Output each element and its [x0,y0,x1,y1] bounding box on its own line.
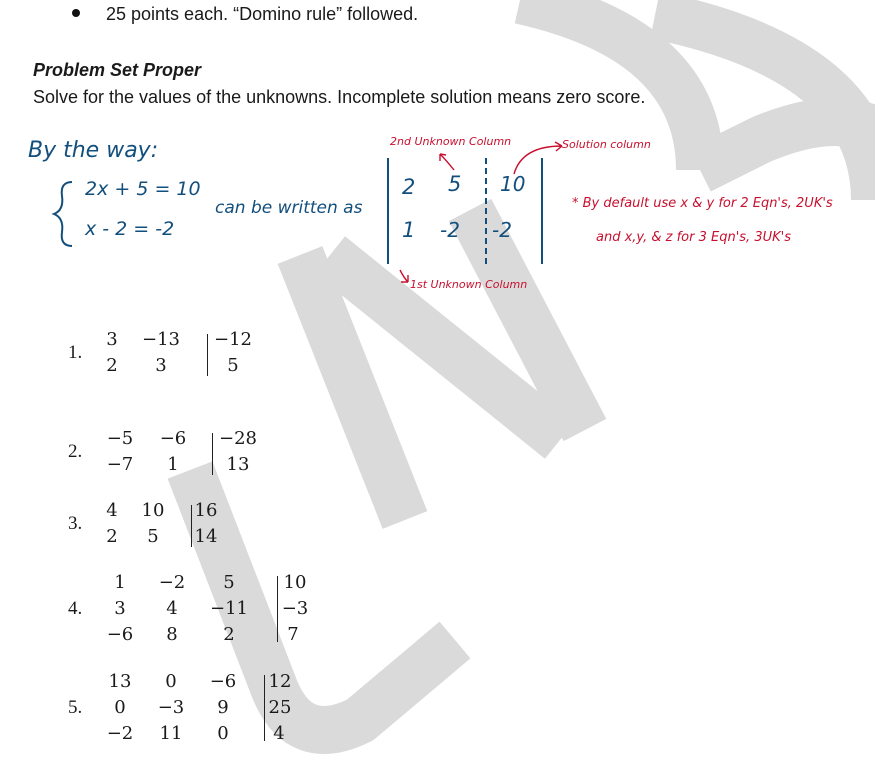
note-connector: can be written as [215,198,363,218]
solution-cell: −28 [219,428,257,449]
note-intro: By the way: [28,138,159,163]
matrix-cell: −7 [106,454,134,475]
note-equation-2: x - 2 = -2 [85,218,175,240]
matrix-cell: −2 [158,572,186,593]
problem-number: 4. [68,598,83,619]
solution-cell: 10 [283,572,307,593]
problem-set-title: Problem Set Proper [33,60,202,80]
solution-cell: 5 [227,355,239,376]
label-second-unknown-column: 2nd Unknown Column [390,135,512,148]
note-default-line-1: * By default use x & y for 2 Eqn's, 2UK's [572,196,833,211]
matrix-cell: 13 [108,671,132,692]
matrix-cell: 1 [167,454,179,475]
problem-number: 5. [68,697,83,718]
note-matrix-cell: 10 [500,172,526,196]
matrix-cell: −2 [106,723,134,744]
matrix-cell: 4 [166,598,178,619]
note-matrix-left-bar [387,158,389,264]
matrix-cell: 3 [114,598,126,619]
matrix-cell: 3 [155,355,167,376]
matrix-cell: 0 [165,671,177,692]
arrow-up-icon [432,150,462,172]
augment-bar [207,334,208,376]
matrix-cell: 5 [147,526,159,547]
bullet-text: 25 points each. “Domino rule” followed. [106,4,419,24]
matrix-cell: −3 [157,697,185,718]
matrix-cell: 0 [114,697,126,718]
matrix-cell: 4 [106,500,118,521]
note-matrix-divider [485,158,487,264]
matrix-cell: −5 [106,428,134,449]
matrix-cell: 5 [223,572,235,593]
matrix-cell: −6 [209,671,237,692]
solution-cell: 13 [226,454,250,475]
label-first-unknown-column: 1st Unknown Column [410,278,528,291]
solution-cell: −3 [281,598,309,619]
matrix-cell: 10 [141,500,165,521]
note-default-line-2: and x,y, & z for 3 Eqn's, 3UK's [596,230,791,245]
bullet-icon [72,9,80,17]
matrix-cell: 2 [106,526,118,547]
problem-set-instructions: Solve for the values of the unknowns. Incomplete solution means zero score. [33,87,646,107]
matrix-cell: −6 [159,428,187,449]
note-equation-1: 2x + 5 = 10 [85,178,201,200]
matrix-cell: 8 [166,624,178,645]
matrix-cell: 11 [159,723,183,744]
brace-icon [50,178,80,250]
arrow-curve-icon [508,138,566,178]
note-matrix-cell: -2 [440,218,460,242]
solution-cell: 25 [268,697,292,718]
solution-cell: 16 [194,500,218,521]
problem-number: 1. [68,342,83,363]
matrix-cell: 0 [217,723,229,744]
matrix-cell: 9 [217,697,229,718]
note-matrix-cell: 1 [402,218,416,242]
problem-number: 3. [68,513,83,534]
note-matrix-cell: -2 [492,218,512,242]
problem-number: 2. [68,441,83,462]
matrix-cell: −6 [106,624,134,645]
solution-cell: 14 [194,526,218,547]
label-solution-column: Solution column [562,138,651,151]
note-matrix-cell: 5 [448,172,462,196]
solution-cell: −12 [214,329,252,350]
matrix-cell: −13 [142,329,180,350]
matrix-cell: 1 [114,572,126,593]
solution-cell: 12 [268,671,292,692]
solution-cell: 7 [287,624,299,645]
solution-cell: 4 [273,723,285,744]
matrix-cell: 2 [223,624,235,645]
note-matrix-cell: 2 [402,175,416,199]
matrix-cell: −11 [210,598,248,619]
matrix-cell: 2 [106,355,118,376]
augment-bar [212,433,213,475]
matrix-cell: 3 [106,329,118,350]
bullet-item [72,4,418,25]
